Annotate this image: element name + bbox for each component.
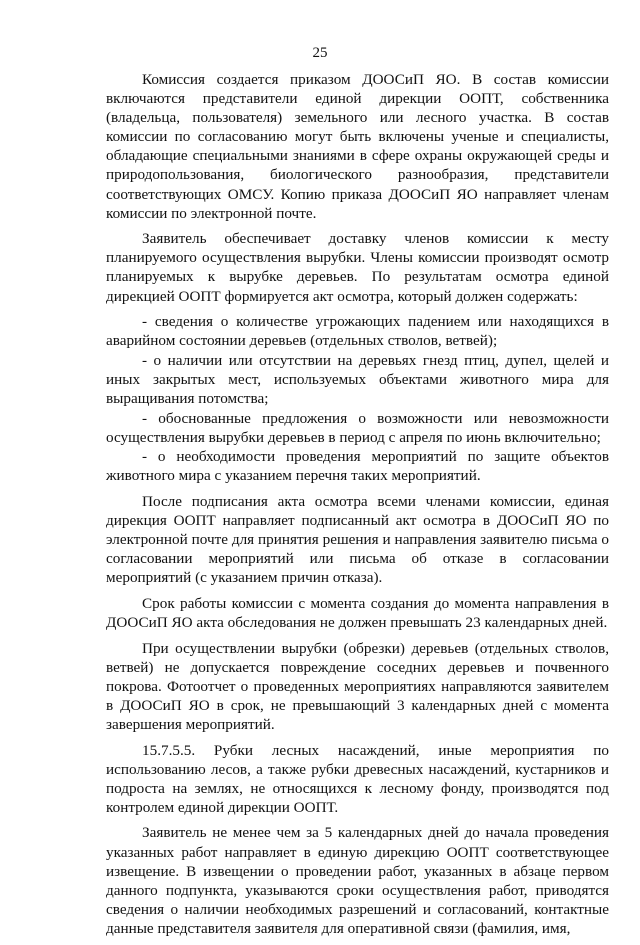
paragraph-commission-creation: Комиссия создается приказом ДООСиП ЯО. В состав комиссии включаются представители единой дирекции ООПТ, собственника (владельца, пользователя) земельного или лесного участка. В состав комиссии по согласованию могут быть включены ученые и специалисты, обладающие специальными знаниями в сфере охраны окружающей среды и природопользования, биологического разнообразия, представители соответствующих ОМСУ. Копию приказа ДООСиП ЯО направляет членам комиссии по электронной почте. — [106, 71, 609, 222]
paragraph-notification: Заявитель не менее чем за 5 календарных дней до начала проведения указанных работ направляет в единую дирекцию ООПТ соответствующее извещение. В извещении о проведении работ, указанных в абзаце первом данного подпункта, указываются сроки осуществления работ, приводятся сведения о наличии необходимых разрешений и согласований, контактные данные представителя заявителя для оперативной связи (фамилия, имя, — [106, 824, 609, 937]
bullet-bird-nests: - о наличии или отсутствии на деревьях гнезд птиц, дупел, щелей и иных закрытых мест, используемых объектами животного мира для выращивания потомства; — [106, 351, 609, 407]
bullet-wildlife-protection: - о необходимости проведения мероприятий по защите объектов животного мира с указанием перечня таких мероприятий. — [106, 448, 609, 485]
page-number: 25 — [312, 45, 328, 61]
bullet-dangerous-trees: - сведения о количестве угрожающих падением или находящихся в аварийном состоянии деревьев (отдельных стволов, ветвей); — [106, 313, 609, 350]
paragraph-section-15-7-5-5: 15.7.5.5. Рубки лесных насаждений, иные мероприятия по использованию лесов, а также рубки древесных насаждений, кустарников и подроста на землях, не относящихся к лесному фонду, производятся под контролем единой дирекции ООПТ. — [106, 741, 609, 816]
paragraph-act-signing: После подписания акта осмотра всеми членами комиссии, единая дирекция ООПТ направляет подписанный акт осмотра в ДООСиП ЯО по электронной почте для принятия решения и направления заявителю письма о согласовании мероприятий или письма об отказе в согласовании мероприятий (с указанием причин отказа). — [106, 492, 609, 587]
paragraph-commission-term: Срок работы комиссии с момента создания до момента направления в ДООСиП ЯО акта обследования не должен превышать 23 календарных дней. — [106, 594, 609, 632]
bullet-felling-period: - обоснованные предложения о возможности или невозможности осуществления вырубки деревьев в период с апреля по июнь включительно; — [106, 409, 609, 446]
paragraph-felling-rules: При осуществлении вырубки (обрезки) деревьев (отдельных стволов, ветвей) не допускается повреждение соседних деревьев и почвенного покрова. Фотоотчет о проведенных мероприятиях направляются заявителем в ДООСиП ЯО в срок, не превышающий 3 календарных дней с момента завершения мероприятий. — [106, 639, 609, 733]
document-body — [106, 70, 609, 945]
paragraph-applicant-delivery: Заявитель обеспечивает доставку членов комиссии к месту планируемого осуществления вырубки. Члены комиссии производят осмотр планируемых к вырубке деревьев. По результатам осмотра единой дирекцией ООПТ формируется акт осмотра, который должен содержать: — [106, 230, 609, 305]
